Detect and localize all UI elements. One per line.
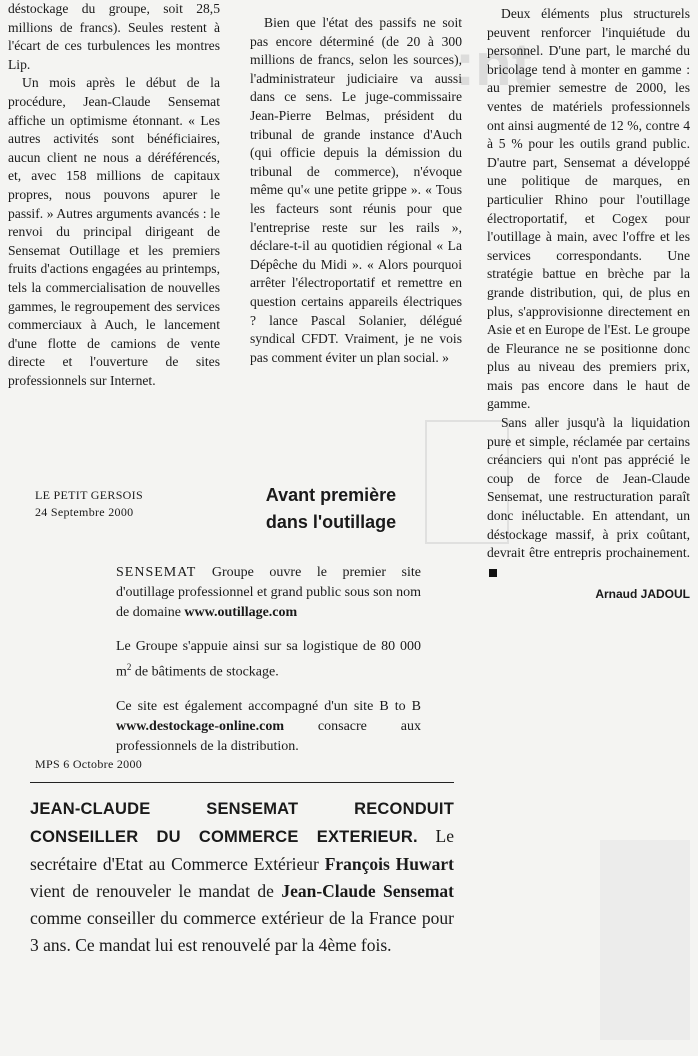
brand-name: SENSEMAT — [116, 565, 197, 580]
paragraph: Un mois après le début de la procédure, Jean-Claude Sensemat affiche un optimisme étonnant. « Les autres activités sont bénéficiaires, aucun client ne nous a déréférencés, et, avec 158 millions de capitaux propres, nous pouvons apurer le passif. » Autres arguments avancés : le renvoi du principal dirigeant de Sensemat Outillage et les premiers fruits d'actions engagées au printemps, tels la commercialisation de nouvelles gammes, le regroupement des services commerciaux à Auch, le lancement d'une flotte de camions de vente directe et l'ouverture de sites professionnels sur Internet. — [8, 75, 220, 388]
paragraph — [116, 697, 421, 757]
article-column-2 — [250, 14, 462, 367]
byline: Arnaud JADOUL — [595, 587, 690, 602]
source-label-2: MPS 6 Octobre 2000 — [35, 757, 143, 771]
superscript: 2 — [126, 662, 132, 672]
source-label — [35, 487, 143, 521]
person-name: Jean-Claude Sensemat — [281, 881, 454, 901]
article-column-1 — [8, 0, 220, 390]
headline-line: Avant première — [265, 485, 397, 505]
clip2-headline: JEAN-CLAUDE SENSEMAT RECONDUIT CONSEILLER DU COMMERCE EXTERIEUR. — [30, 800, 454, 846]
paragraph-text: de bâtiments de stockage. — [131, 664, 279, 680]
paragraph — [116, 563, 421, 623]
paragraph-text: comme conseiller du commerce extérieur de la France pour 3 ans. Ce mandat lui est renouvelé par la 4ème fois. — [30, 908, 454, 955]
background-bleed-right — [600, 840, 690, 1040]
background-bleed-title: :nt — [455, 31, 532, 98]
person-name: François Huwart — [324, 854, 454, 874]
paragraph-text: Le Groupe s'appuie ainsi sur sa logistique de 80 000 m — [116, 639, 421, 680]
clip-headline — [236, 482, 426, 536]
article-column-3 — [487, 5, 690, 604]
paragraph: Deux éléments plus structurels peuvent renforcer l'inquiétude du personnel. D'une part, le marché du bricolage tend à monter en gamme : au premier semestre de 2000, les ventes de matériels professionnels ont ainsi augmenté de 12 %, contre 4 à 5 % pour les outils grand public. D'autre part, Sensemat a développé une politique de marques, en particulier Rhino pour l'outillage électroportatif, et Cogex pour l'outillage à main, avec l'offre et les services correspondants. Une stratégie battue en brèche par la grande distribution, qui, de plus en plus, s'approvisionne directement en Asie et en Europe de l'Est. Le groupe de Fleurance ne se positionne donc plus au niveau des premiers prix, mais pas encore dans le haut de gamme. — [487, 6, 690, 412]
paragraph: déstockage du groupe, soit 28,5 millions de francs). Seules restent à l'écart de ces turbulences les montres Lip. — [8, 1, 220, 72]
paragraph-text: Le secrétaire d'Etat au Commerce Extérieur — [30, 826, 454, 874]
source-date: 24 Septembre 2000 — [35, 505, 134, 519]
url-text: www.destockage-online.com — [116, 718, 284, 734]
paragraph-text: vient de renouveler le mandat de — [30, 881, 282, 901]
paragraph: Bien que l'état des passifs ne soit pas encore déterminé (de 20 à 300 millions de francs, selon les sources), l'administrateur judiciaire va aussi dans ce sens. Le juge-commissaire Jean-Pierre Belmas, président du tribunal de grande instance d'Auch (qui officie depuis la démission du tribunal de commerce), n'évoque même qu'« une petite grippe ». « Tous les facteurs sont réunis pour que l'entreprise reste sur les rails », déclare-t-il au quotidien régional « La Dépêche du Midi ». « Alors pourquoi arrêter l'électroportatif et remettre en question certains appareils électriques ? lance Pascal Solanier, délégué syndical CFDT. Vraiment, je ne vois pas comment éviter un plan social. » — [250, 15, 462, 365]
paragraph — [487, 414, 690, 581]
divider — [30, 782, 454, 783]
paragraph-text: consacre aux professionnels de la distribution. — [116, 718, 421, 754]
headline-line: dans l'outillage — [265, 512, 397, 532]
paragraph-text: Ce site est également accompagné d'un site B to B — [116, 698, 421, 714]
paragraph-text: Groupe ouvre le premier site d'outillage professionnel et grand public sous son nom de domaine — [116, 565, 421, 620]
source-name: LE PETIT GERSOIS — [35, 488, 143, 502]
end-mark-icon — [489, 569, 497, 577]
paragraph-text: Sans aller jusqu'à la liquidation pure et simple, réclamée par certains créanciers qui n'ont pas apprécié le coup de force de Jean-Claude Sensemat, une restructuration paraît donc inéluctable. En attendant, un déstockage massif, à prix coûtant, devrait être entrepris prochainement. — [487, 415, 690, 561]
clip2-body — [30, 795, 454, 959]
paragraph — [116, 637, 421, 683]
url-text: www.outillage.com — [184, 605, 298, 620]
clip-body — [116, 563, 421, 771]
